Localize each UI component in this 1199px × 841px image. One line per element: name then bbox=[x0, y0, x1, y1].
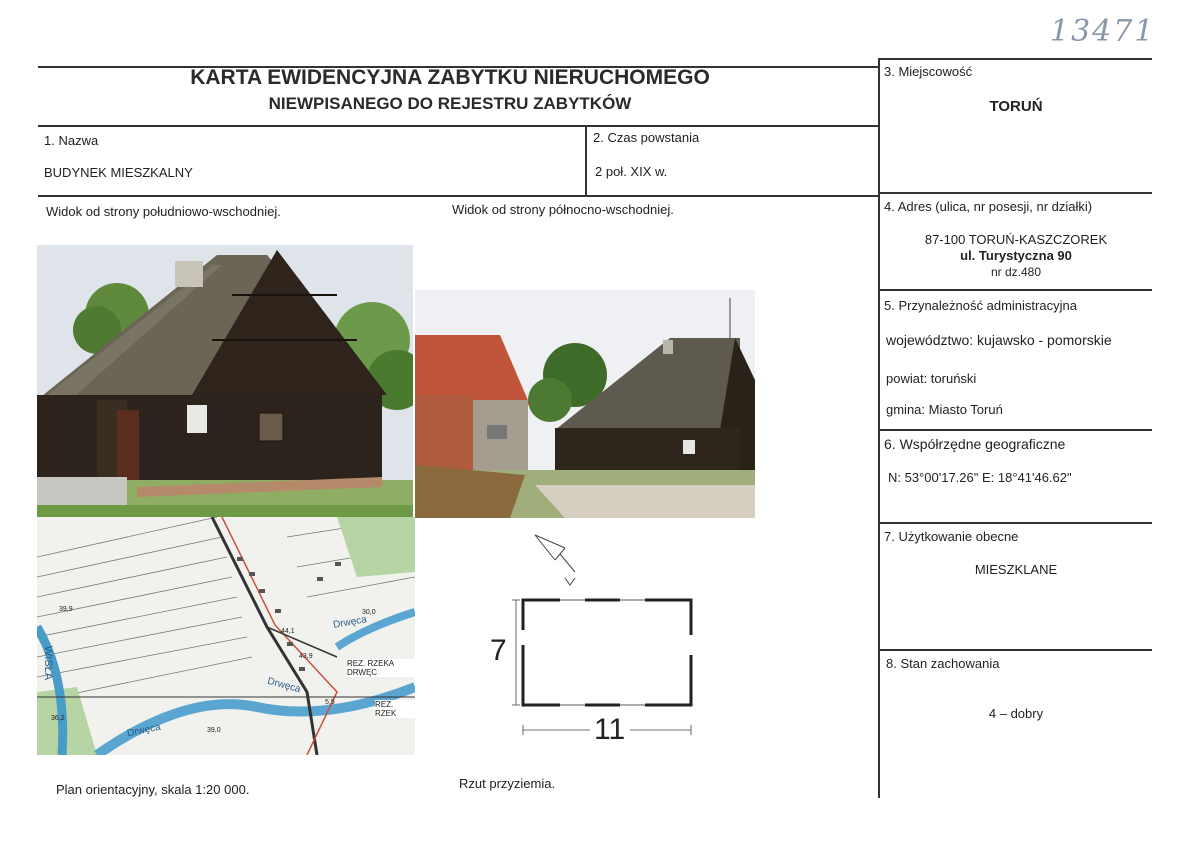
r-div-3 bbox=[878, 429, 1152, 431]
map-elevation-1: 39,9 bbox=[59, 606, 73, 613]
photo-southeast bbox=[37, 245, 413, 517]
plan-depth-label: 7 bbox=[490, 634, 507, 667]
card-title: KARTA EWIDENCYJNA ZABYTKU NIERUCHOMEGO bbox=[190, 66, 710, 89]
map-elevation-3: 43,9 bbox=[299, 653, 313, 660]
map-river-label-wisla: WISŁA bbox=[42, 645, 55, 681]
map-reserve-label-2: REZ. RZEK bbox=[375, 700, 415, 718]
powiat: powiat: toruński bbox=[886, 371, 977, 386]
wspolrzedne-label: 6. Współrzędne geograficzne bbox=[884, 436, 1066, 452]
stan-label: 8. Stan zachowania bbox=[886, 656, 1000, 671]
map-river-label-2: Drwęca bbox=[266, 675, 302, 696]
orientation-map bbox=[37, 517, 415, 755]
map-caption: Plan orientacyjny, skala 1:20 000. bbox=[56, 782, 250, 797]
map-reserve-label-1: REZ. RZEKA DRWĘC bbox=[347, 659, 415, 677]
gmina: gmina: Miasto Toruń bbox=[886, 402, 1003, 417]
photo1-caption: Widok od strony południowo-wschodniej. bbox=[46, 204, 281, 219]
r-div-5 bbox=[878, 649, 1152, 651]
miejscowosc-label: 3. Miejscowość bbox=[884, 64, 973, 79]
uzytkowanie-label: 7. Użytkowanie obecne bbox=[884, 529, 1019, 544]
map-river-label-1: Drwęca bbox=[332, 614, 368, 631]
czas-label: 2. Czas powstania bbox=[593, 130, 700, 145]
plan-caption: Rzut przyziemia. bbox=[459, 776, 556, 791]
plan-width-label: 11 bbox=[594, 713, 626, 746]
r-div-4 bbox=[878, 522, 1152, 524]
ground-plan bbox=[480, 530, 720, 745]
nazwa-label: 1. Nazwa bbox=[44, 133, 99, 148]
card-subtitle: NIEWPISANEGO DO REJESTRU ZABYTKÓW bbox=[268, 94, 632, 113]
r-div-1 bbox=[878, 192, 1152, 194]
r-div-2 bbox=[878, 289, 1152, 291]
wojewodztwo: województwo: kujawsko - pomorskie bbox=[886, 332, 1112, 348]
adres-line1: 87-100 TORUŃ-KASZCZOREK bbox=[924, 232, 1108, 247]
adres-label: 4. Adres (ulica, nr posesji, nr działki) bbox=[884, 199, 1093, 214]
map-elevation-2: 44,1 bbox=[281, 628, 295, 635]
right-column-divider bbox=[878, 58, 880, 798]
map-elevation-6: 36,2 bbox=[51, 715, 65, 722]
photo-northeast bbox=[415, 290, 755, 518]
map-elevation-5: 30,0 bbox=[362, 609, 376, 616]
map-river-label-3: Drwęca bbox=[126, 721, 162, 740]
wspolrzedne-value: N: 53°00'17.26" E: 18°41'46.62" bbox=[888, 470, 1072, 485]
miejscowosc-value: TORUŃ bbox=[989, 98, 1043, 115]
photo2-caption: Widok od strony północno-wschodniej. bbox=[452, 202, 674, 217]
czas-value: 2 poł. XIX w. bbox=[595, 164, 668, 179]
top-border-right bbox=[878, 58, 1152, 60]
adres-line2: ul. Turystyczna 90 bbox=[960, 248, 1072, 263]
uzytkowanie-value: MIESZKLANE bbox=[974, 562, 1058, 577]
przynaleznosc-label: 5. Przynależność administracyjna bbox=[884, 298, 1077, 313]
nazwa-value: BUDYNEK MIESZKALNY bbox=[44, 165, 193, 180]
stan-value: 4 – dobry bbox=[988, 706, 1044, 721]
inventory-number: 13471 bbox=[1050, 14, 1156, 49]
map-elevation-7: 5,5 bbox=[325, 699, 335, 706]
map-elevation-4: 39,0 bbox=[207, 727, 221, 734]
adres-line3: nr dz.480 bbox=[990, 265, 1042, 279]
name-divider bbox=[38, 195, 878, 197]
title-divider bbox=[38, 125, 878, 127]
north-arrow-icon bbox=[535, 535, 575, 585]
name-date-divider bbox=[585, 125, 587, 195]
